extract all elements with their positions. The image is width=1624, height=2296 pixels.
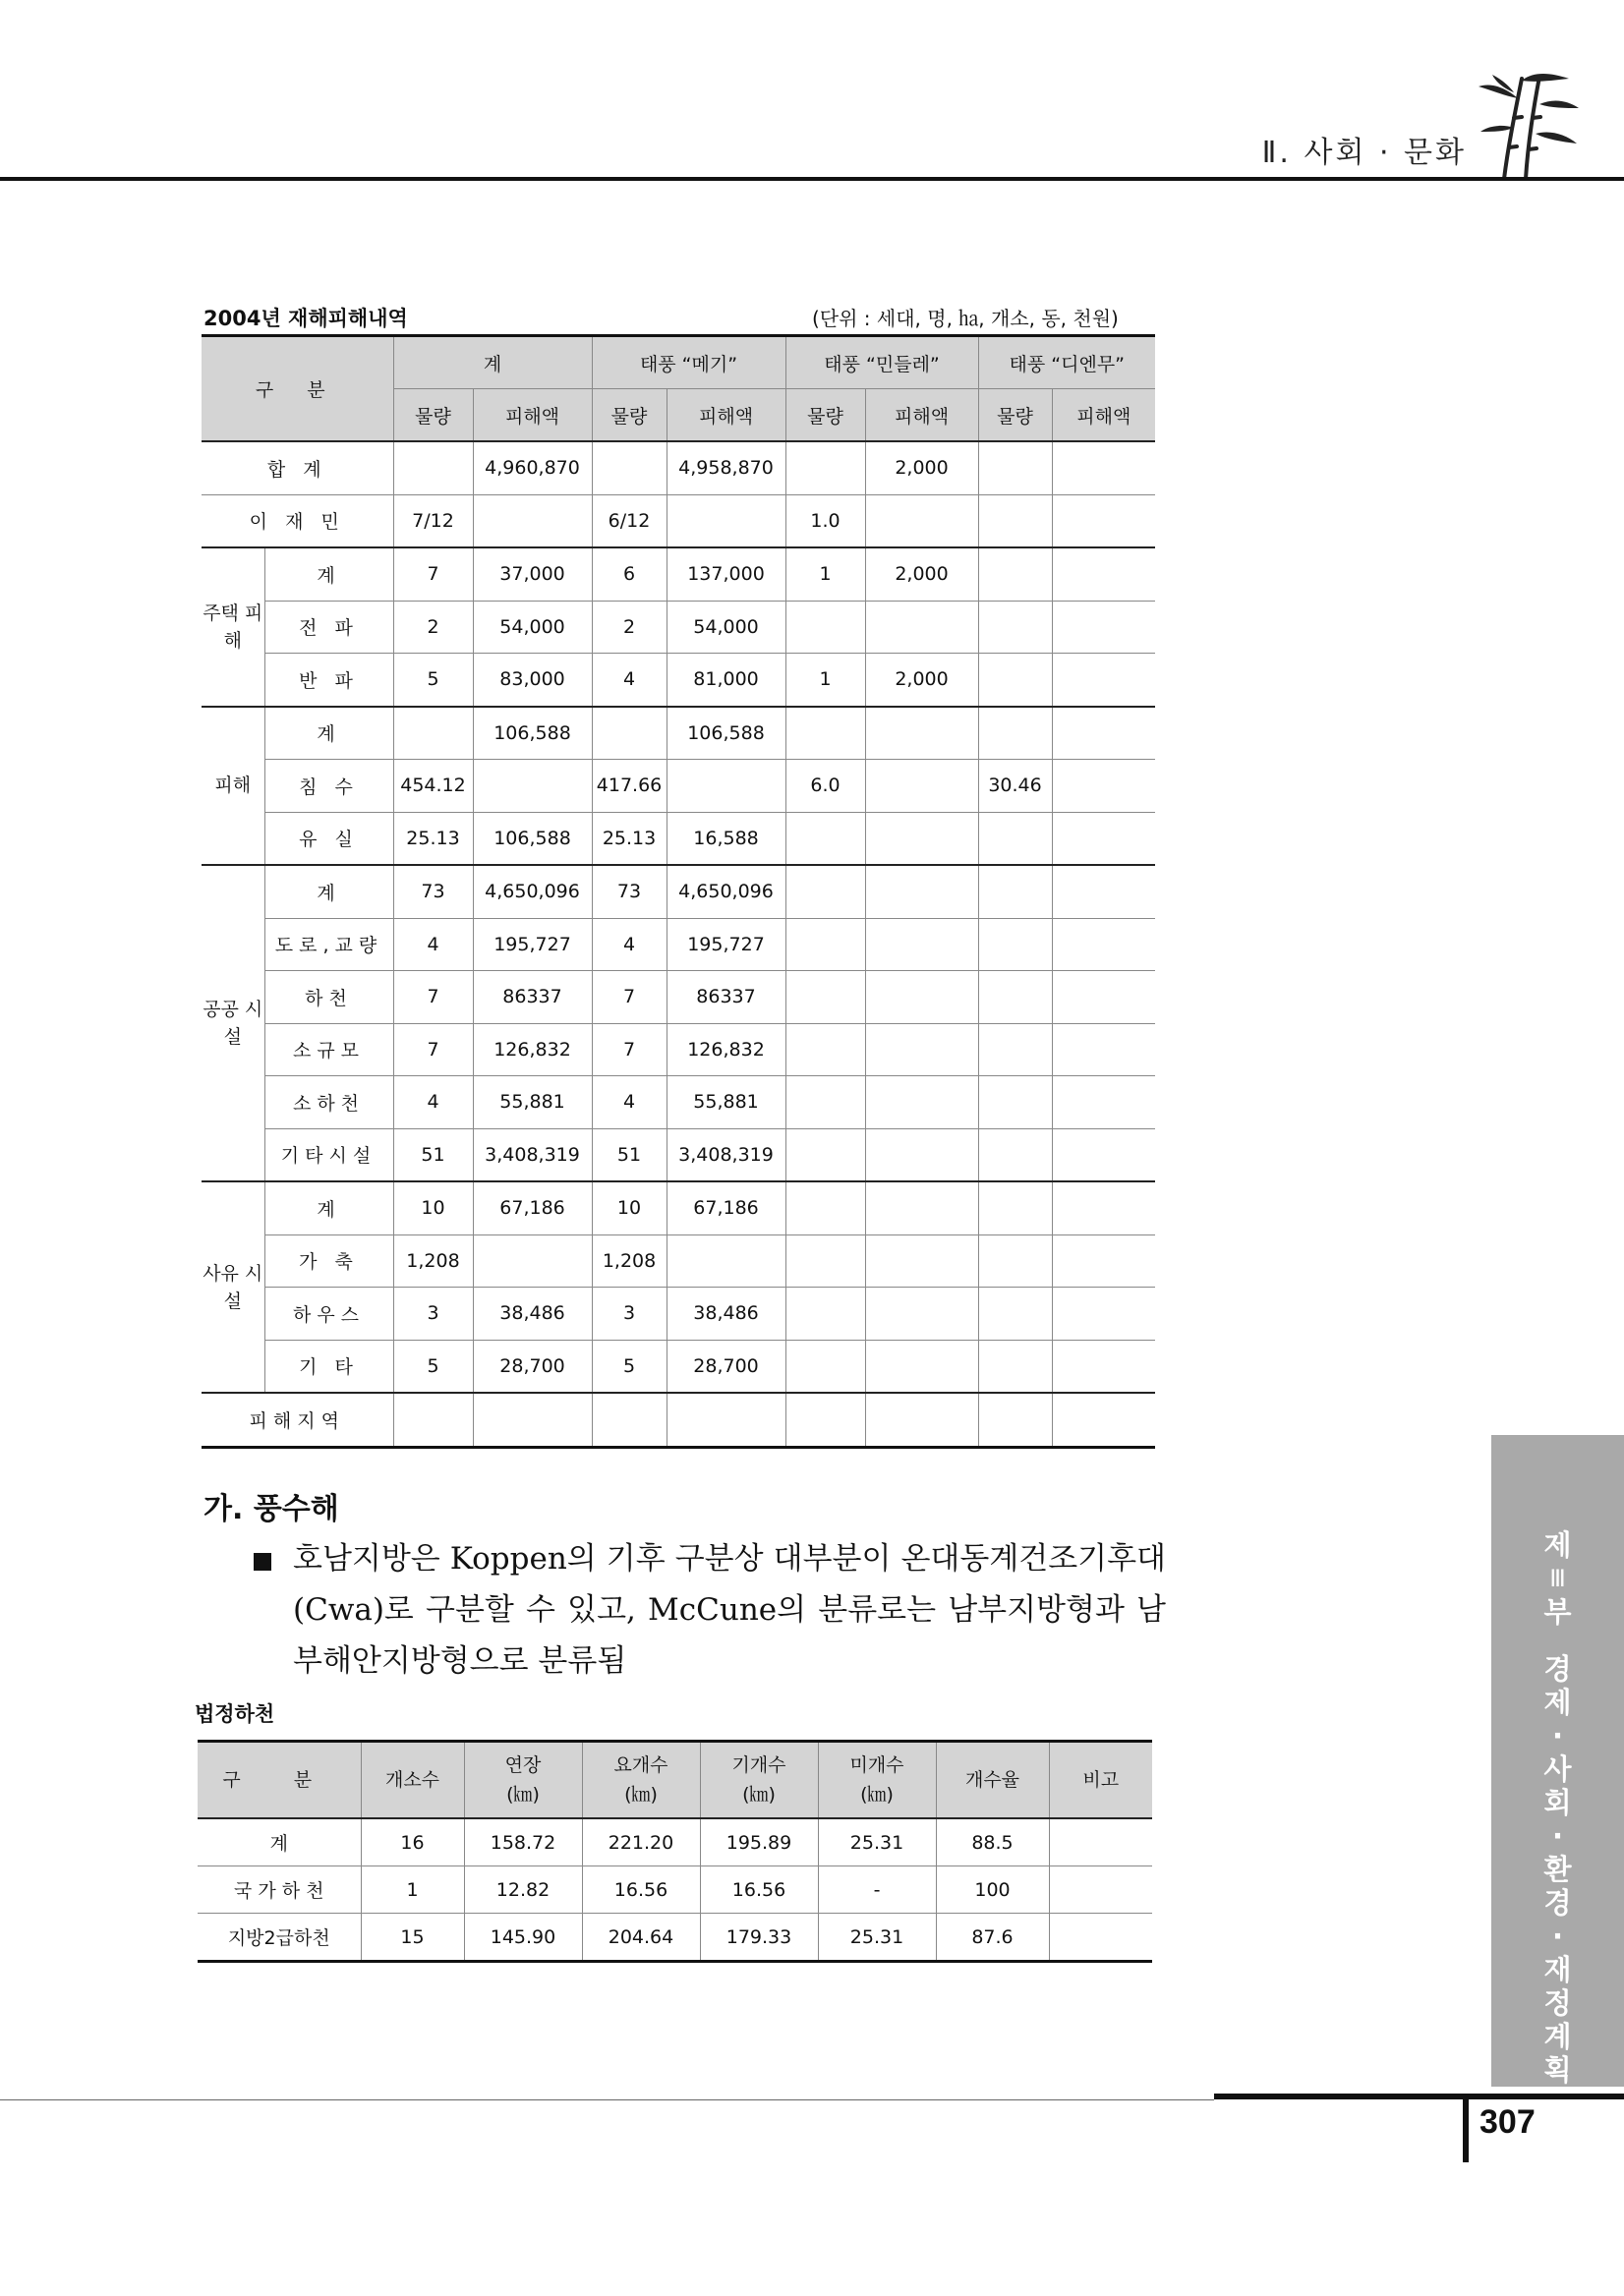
damage-cell: 2,000 xyxy=(865,441,978,494)
damage-cell xyxy=(592,1393,667,1447)
damage-cell xyxy=(785,812,865,865)
damage-cell xyxy=(785,1076,865,1129)
page-number: 307 xyxy=(1479,2103,1536,2141)
damage-cell xyxy=(978,918,1052,971)
damage-cell xyxy=(1052,1340,1155,1393)
side-tab-char: · xyxy=(1551,1719,1564,1752)
damage-cell: 106,588 xyxy=(473,812,592,865)
damage-cell xyxy=(978,1128,1052,1181)
river-cell xyxy=(1049,1866,1152,1914)
river-header-cell xyxy=(818,1742,936,1819)
damage-row xyxy=(202,760,1155,813)
row-group-label: 사유 시설 xyxy=(202,1181,264,1393)
damage-cell: 25.13 xyxy=(393,812,473,865)
damage-cell xyxy=(667,1393,785,1447)
river-cell: 204.64 xyxy=(582,1914,700,1962)
row-group-label: 공공 시설 xyxy=(202,865,264,1181)
damage-cell xyxy=(978,601,1052,654)
row-label: 계 xyxy=(264,865,393,918)
damage-cell: 2,000 xyxy=(865,654,978,707)
damage-cell xyxy=(1052,1234,1155,1288)
side-tab-char: 경 xyxy=(1543,1886,1572,1920)
damage-cell xyxy=(865,1340,978,1393)
row-label: 계 xyxy=(264,1181,393,1234)
damage-cell xyxy=(1052,1181,1155,1234)
damage-cell: 55,881 xyxy=(473,1076,592,1129)
side-tab-char: 부 xyxy=(1543,1595,1572,1629)
footer-rule xyxy=(0,2099,1214,2100)
river-row xyxy=(198,1866,1152,1914)
river-cell: 145.90 xyxy=(464,1914,582,1962)
damage-cell xyxy=(473,1234,592,1288)
damage-cell: 3 xyxy=(592,1288,667,1341)
damage-cell: 38,486 xyxy=(473,1288,592,1341)
row-label: 기 타 xyxy=(264,1340,393,1393)
damage-cell: 37,000 xyxy=(473,547,592,601)
damage-cell xyxy=(865,1288,978,1341)
damage-cell xyxy=(1052,707,1155,760)
damage-cell xyxy=(865,812,978,865)
damage-cell: 7 xyxy=(592,971,667,1024)
damage-cell: 4 xyxy=(592,1076,667,1129)
damage-cell: 126,832 xyxy=(473,1023,592,1076)
river-header-text: 기개수 xyxy=(731,1754,786,1776)
damage-row xyxy=(202,1393,1155,1447)
damage-cell xyxy=(473,1393,592,1447)
river-cell: 195.89 xyxy=(700,1818,818,1866)
damage-cell xyxy=(978,1076,1052,1129)
row-label: 하우스 xyxy=(264,1288,393,1341)
damage-cell xyxy=(1052,865,1155,918)
damage-row xyxy=(202,494,1155,547)
damage-cell: 1.0 xyxy=(785,494,865,547)
damage-row xyxy=(202,547,1155,601)
river-cell xyxy=(1049,1818,1152,1866)
damage-cell xyxy=(865,1181,978,1234)
river-cell: 16.56 xyxy=(700,1866,818,1914)
damage-cell xyxy=(592,707,667,760)
damage-cell: 7 xyxy=(393,1023,473,1076)
damage-row xyxy=(202,1234,1155,1288)
damage-cell xyxy=(1052,494,1155,547)
header-qty: 물량 xyxy=(978,389,1052,442)
damage-cell xyxy=(978,1288,1052,1341)
river-header-text: 미개수 xyxy=(849,1754,904,1776)
side-tab-char: 정 xyxy=(1543,1986,1572,2020)
damage-cell: 3,408,319 xyxy=(473,1128,592,1181)
damage-cell xyxy=(393,707,473,760)
damage-cell xyxy=(978,971,1052,1024)
damage-header-row-1 xyxy=(202,336,1155,389)
damage-cell xyxy=(865,971,978,1024)
damage-cell xyxy=(978,1393,1052,1447)
damage-cell xyxy=(1052,971,1155,1024)
damage-cell xyxy=(978,1181,1052,1234)
damage-cell: 6/12 xyxy=(592,494,667,547)
damage-cell xyxy=(978,812,1052,865)
damage-cell: 16,588 xyxy=(667,812,785,865)
damage-cell xyxy=(865,494,978,547)
row-label: 소규모 xyxy=(264,1023,393,1076)
damage-cell xyxy=(1052,1288,1155,1341)
damage-cell: 67,186 xyxy=(473,1181,592,1234)
damage-cell: 6 xyxy=(592,547,667,601)
river-header-text: 구 분 xyxy=(222,1769,336,1791)
damage-row xyxy=(202,1288,1155,1341)
river-header-cell xyxy=(582,1742,700,1819)
damage-cell: 2 xyxy=(592,601,667,654)
damage-cell xyxy=(865,865,978,918)
river-header-text: 비고 xyxy=(1082,1769,1120,1791)
damage-cell xyxy=(865,1023,978,1076)
damage-cell xyxy=(785,601,865,654)
damage-cell xyxy=(393,441,473,494)
header-category: 구 분 xyxy=(202,336,393,442)
damage-row xyxy=(202,1076,1155,1129)
damage-cell: 51 xyxy=(592,1128,667,1181)
river-cell: 100 xyxy=(936,1866,1049,1914)
damage-cell: 67,186 xyxy=(667,1181,785,1234)
damage-cell: 6.0 xyxy=(785,760,865,813)
section-title: 가. 풍수해 xyxy=(203,1492,339,1526)
damage-cell: 1,208 xyxy=(592,1234,667,1288)
damage-cell: 86337 xyxy=(473,971,592,1024)
damage-cell xyxy=(785,1234,865,1288)
damage-cell xyxy=(1052,601,1155,654)
damage-cell xyxy=(667,760,785,813)
river-header-text: (㎞) xyxy=(742,1784,776,1806)
side-tab-char: · xyxy=(1551,1819,1564,1853)
damage-cell: 86337 xyxy=(667,971,785,1024)
bamboo-icon xyxy=(1475,69,1583,182)
damage-cell: 73 xyxy=(393,865,473,918)
river-header-text: 요개수 xyxy=(613,1754,668,1776)
damage-cell xyxy=(473,494,592,547)
damage-cell: 10 xyxy=(393,1181,473,1234)
header-mindulle: 태풍 “민들레” xyxy=(785,336,978,389)
damage-cell xyxy=(1052,441,1155,494)
damage-cell: 2 xyxy=(393,601,473,654)
damage-cell xyxy=(865,1128,978,1181)
side-tab-char: 사 xyxy=(1543,1752,1572,1786)
damage-cell xyxy=(865,1393,978,1447)
damage-cell: 7/12 xyxy=(393,494,473,547)
damage-cell: 195,727 xyxy=(473,918,592,971)
row-label: 기타시설 xyxy=(264,1128,393,1181)
damage-row xyxy=(202,865,1155,918)
side-tab-char: 환 xyxy=(1543,1853,1572,1886)
damage-cell xyxy=(785,1288,865,1341)
damage-cell xyxy=(1052,547,1155,601)
damage-cell xyxy=(865,918,978,971)
damage-cell xyxy=(1052,812,1155,865)
river-cell xyxy=(1049,1914,1152,1962)
side-tab-char: 제 xyxy=(1543,1528,1572,1562)
damage-cell: 4,650,096 xyxy=(667,865,785,918)
damage-cell: 7 xyxy=(592,1023,667,1076)
river-cell: 221.20 xyxy=(582,1818,700,1866)
river-header-text: (㎞) xyxy=(860,1784,894,1806)
damage-cell xyxy=(785,918,865,971)
damage-table-unit: (단위 : 세대, 명, ㏊, 개소, 동, 천원) xyxy=(812,307,1119,330)
damage-cell xyxy=(978,1234,1052,1288)
damage-cell xyxy=(785,1181,865,1234)
damage-cell xyxy=(785,707,865,760)
river-cell: 16 xyxy=(361,1818,464,1866)
river-header-cell xyxy=(361,1742,464,1819)
damage-cell: 195,727 xyxy=(667,918,785,971)
damage-cell: 137,000 xyxy=(667,547,785,601)
damage-cell xyxy=(473,760,592,813)
damage-cell: 4,958,870 xyxy=(667,441,785,494)
river-cell: 국 가 하 천 xyxy=(198,1866,361,1914)
river-header-text: 연장 xyxy=(504,1754,542,1776)
damage-cell xyxy=(865,707,978,760)
damage-cell: 5 xyxy=(393,654,473,707)
river-header-cell xyxy=(700,1742,818,1819)
side-tab-char: Ⅲ xyxy=(1549,1565,1566,1592)
damage-cell xyxy=(865,601,978,654)
damage-row xyxy=(202,918,1155,971)
river-cell: 12.82 xyxy=(464,1866,582,1914)
row-label: 이 재 민 xyxy=(202,494,393,547)
damage-cell: 2,000 xyxy=(865,547,978,601)
river-cell: - xyxy=(818,1866,936,1914)
row-label: 피해지역 xyxy=(202,1393,393,1447)
damage-cell: 1 xyxy=(785,547,865,601)
damage-cell xyxy=(667,494,785,547)
side-tab-char: 회 xyxy=(1543,1786,1572,1819)
river-header-row xyxy=(198,1742,1152,1819)
damage-cell xyxy=(1052,1393,1155,1447)
damage-cell xyxy=(785,1128,865,1181)
header-dianmu: 태풍 “디엔무” xyxy=(978,336,1155,389)
section-header-title: Ⅱ. 사회 · 문화 xyxy=(1261,136,1467,170)
damage-cell xyxy=(865,1076,978,1129)
damage-cell: 106,588 xyxy=(667,707,785,760)
damage-cell xyxy=(1052,760,1155,813)
damage-cell xyxy=(978,707,1052,760)
damage-cell xyxy=(978,654,1052,707)
river-cell: 16.56 xyxy=(582,1866,700,1914)
row-label: 합 계 xyxy=(202,441,393,494)
damage-cell xyxy=(978,547,1052,601)
damage-cell xyxy=(978,1023,1052,1076)
river-cell: 87.6 xyxy=(936,1914,1049,1962)
river-header-cell xyxy=(464,1742,582,1819)
side-tab-char: 경 xyxy=(1543,1652,1572,1686)
damage-cell xyxy=(978,494,1052,547)
side-tab-char: 획 xyxy=(1543,2053,1572,2087)
damage-cell: 55,881 xyxy=(667,1076,785,1129)
damage-row xyxy=(202,1128,1155,1181)
damage-cell: 28,700 xyxy=(473,1340,592,1393)
river-table xyxy=(198,1740,1152,1963)
damage-cell: 4 xyxy=(592,654,667,707)
river-cell: 179.33 xyxy=(700,1914,818,1962)
damage-cell: 73 xyxy=(592,865,667,918)
damage-cell: 126,832 xyxy=(667,1023,785,1076)
section-paragraph: 호남지방은 Koppen의 기후 구분상 대부분이 온대동계건조기후대(Cwa)로 구분할 수 있고, McCune의 분류로는 남부지방형과 남부해안지방형으로 분류됨 xyxy=(293,1541,1166,1679)
header-amt: 피해액 xyxy=(667,389,785,442)
row-label: 반 파 xyxy=(264,654,393,707)
side-tab-char: 재 xyxy=(1543,1953,1572,1986)
damage-cell: 3,408,319 xyxy=(667,1128,785,1181)
row-label: 가 축 xyxy=(264,1234,393,1288)
row-group-label: 주택 피해 xyxy=(202,547,264,707)
damage-row xyxy=(202,1023,1155,1076)
river-cell: 88.5 xyxy=(936,1818,1049,1866)
damage-row xyxy=(202,812,1155,865)
damage-cell: 54,000 xyxy=(667,601,785,654)
damage-cell xyxy=(978,865,1052,918)
damage-cell xyxy=(785,971,865,1024)
damage-cell: 54,000 xyxy=(473,601,592,654)
river-header-text: (㎞) xyxy=(624,1784,658,1806)
river-cell: 지방2급하천 xyxy=(198,1914,361,1962)
river-header-cell xyxy=(198,1742,361,1819)
damage-cell: 10 xyxy=(592,1181,667,1234)
side-tab-char: 제 xyxy=(1543,1686,1572,1719)
river-header-cell xyxy=(1049,1742,1152,1819)
damage-cell xyxy=(978,1340,1052,1393)
row-label: 도로,교량 xyxy=(264,918,393,971)
row-label: 계 xyxy=(264,707,393,760)
damage-cell xyxy=(1052,1076,1155,1129)
damage-cell xyxy=(667,1234,785,1288)
damage-cell: 4 xyxy=(592,918,667,971)
damage-cell: 1,208 xyxy=(393,1234,473,1288)
damage-cell: 4 xyxy=(393,918,473,971)
damage-row xyxy=(202,1181,1155,1234)
square-bullet-icon xyxy=(254,1553,271,1571)
river-table-title: 법정하천 xyxy=(195,1702,275,1726)
damage-cell: 417.66 xyxy=(592,760,667,813)
side-tab-char: · xyxy=(1551,1920,1564,1953)
damage-cell: 454.12 xyxy=(393,760,473,813)
damage-cell xyxy=(865,760,978,813)
damage-cell xyxy=(865,1234,978,1288)
damage-cell: 38,486 xyxy=(667,1288,785,1341)
row-label: 계 xyxy=(264,547,393,601)
river-header-text: 개수율 xyxy=(964,1769,1020,1791)
river-row xyxy=(198,1818,1152,1866)
river-cell: 25.31 xyxy=(818,1818,936,1866)
row-label: 유 실 xyxy=(264,812,393,865)
header-amt: 피해액 xyxy=(1052,389,1155,442)
damage-cell xyxy=(1052,918,1155,971)
row-label: 하천 xyxy=(264,971,393,1024)
damage-cell xyxy=(785,1393,865,1447)
damage-cell: 106,588 xyxy=(473,707,592,760)
damage-cell: 4,960,870 xyxy=(473,441,592,494)
footer-rule-thick xyxy=(1214,2094,1624,2099)
damage-row xyxy=(202,441,1155,494)
river-header-text: (㎞) xyxy=(506,1784,540,1806)
damage-row xyxy=(202,1340,1155,1393)
header-amt: 피해액 xyxy=(865,389,978,442)
page-number-bar xyxy=(1463,2099,1469,2162)
damage-row xyxy=(202,707,1155,760)
damage-row xyxy=(202,601,1155,654)
damage-cell xyxy=(1052,1128,1155,1181)
damage-cell: 7 xyxy=(393,547,473,601)
damage-cell: 30.46 xyxy=(978,760,1052,813)
damage-cell xyxy=(785,1023,865,1076)
row-label: 침 수 xyxy=(264,760,393,813)
header-amt: 피해액 xyxy=(473,389,592,442)
row-label: 소하천 xyxy=(264,1076,393,1129)
river-cell: 158.72 xyxy=(464,1818,582,1866)
header-qty: 물량 xyxy=(592,389,667,442)
damage-cell: 25.13 xyxy=(592,812,667,865)
damage-cell: 5 xyxy=(592,1340,667,1393)
damage-cell xyxy=(592,441,667,494)
damage-cell: 83,000 xyxy=(473,654,592,707)
damage-cell: 28,700 xyxy=(667,1340,785,1393)
damage-cell xyxy=(1052,1023,1155,1076)
damage-cell: 51 xyxy=(393,1128,473,1181)
header-megi: 태풍 “메기” xyxy=(592,336,785,389)
damage-cell: 5 xyxy=(393,1340,473,1393)
damage-cell: 1 xyxy=(785,654,865,707)
damage-cell xyxy=(393,1393,473,1447)
damage-cell xyxy=(785,441,865,494)
damage-cell xyxy=(978,441,1052,494)
damage-cell: 4,650,096 xyxy=(473,865,592,918)
header-qty: 물량 xyxy=(393,389,473,442)
river-row xyxy=(198,1914,1152,1962)
damage-cell: 4 xyxy=(393,1076,473,1129)
side-tab-char: 계 xyxy=(1543,2020,1572,2053)
damage-cell xyxy=(1052,654,1155,707)
row-label: 전 파 xyxy=(264,601,393,654)
river-header-text: 개소수 xyxy=(384,1769,440,1791)
damage-table-title: 2004년 재해피해내역 xyxy=(203,307,408,330)
damage-row xyxy=(202,654,1155,707)
river-header-cell xyxy=(936,1742,1049,1819)
damage-cell xyxy=(785,1340,865,1393)
damage-cell: 7 xyxy=(393,971,473,1024)
river-cell: 계 xyxy=(198,1818,361,1866)
header-qty: 물량 xyxy=(785,389,865,442)
chapter-side-tab xyxy=(1491,1435,1624,2087)
damage-cell: 81,000 xyxy=(667,654,785,707)
river-cell: 1 xyxy=(361,1866,464,1914)
river-cell: 15 xyxy=(361,1914,464,1962)
river-cell: 25.31 xyxy=(818,1914,936,1962)
header-rule xyxy=(0,177,1624,181)
row-group-label: 피해 xyxy=(202,707,264,866)
damage-cell xyxy=(785,865,865,918)
damage-table xyxy=(202,334,1155,1449)
damage-row xyxy=(202,971,1155,1024)
header-total: 계 xyxy=(393,336,592,389)
damage-cell: 3 xyxy=(393,1288,473,1341)
